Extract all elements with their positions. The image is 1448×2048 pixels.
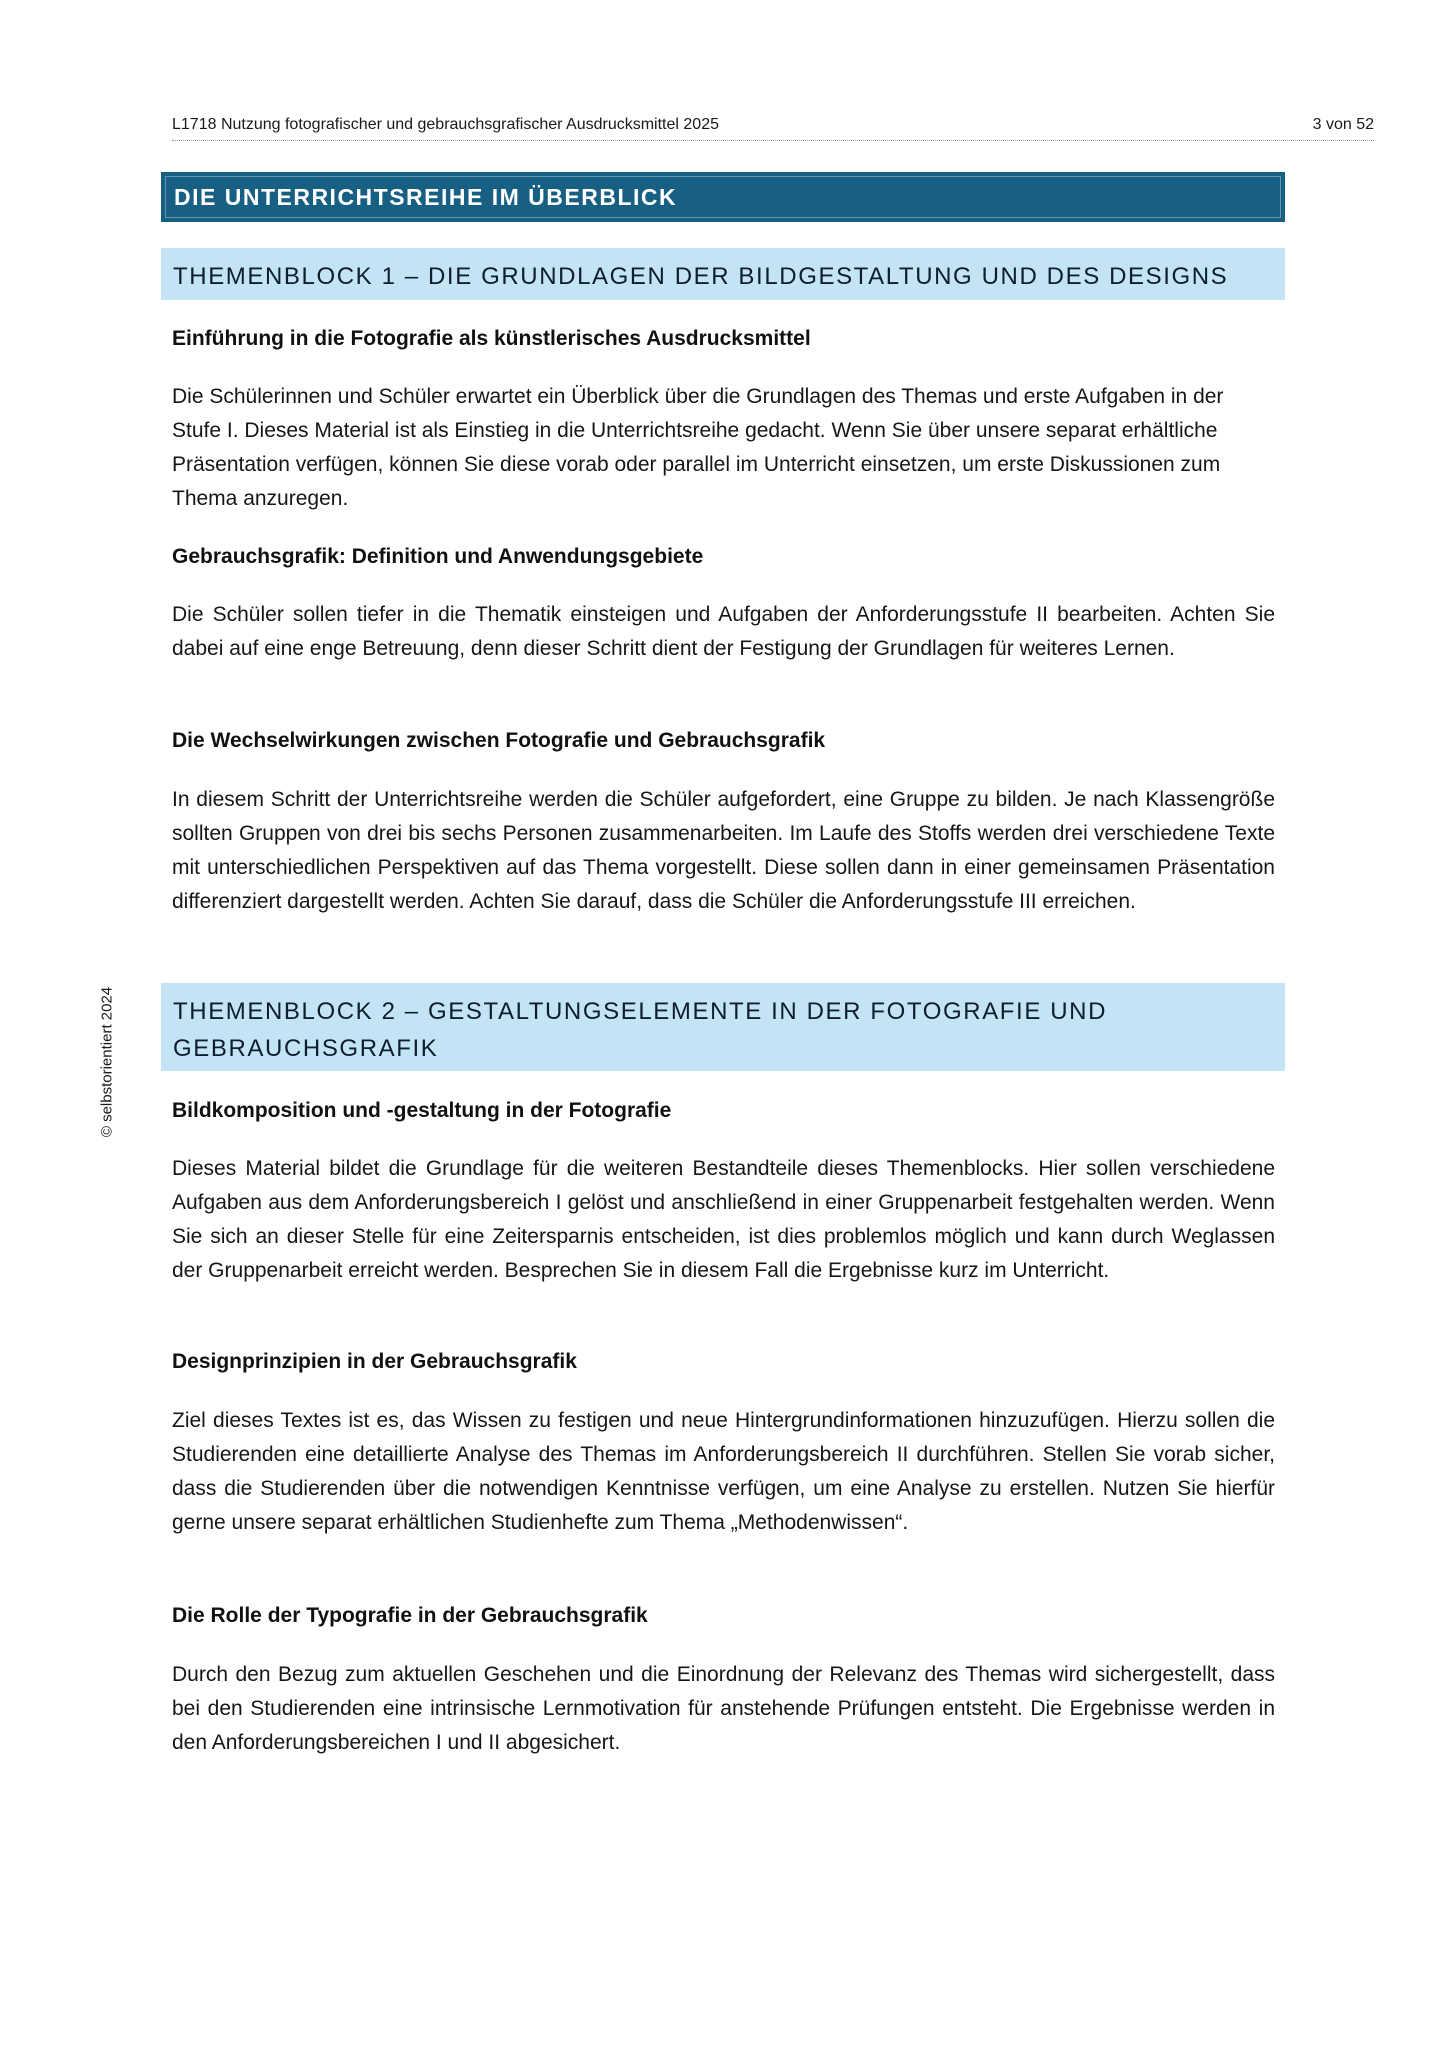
section-heading: Bildkomposition und -gestaltung in der Fotografie	[172, 1099, 672, 1122]
document-title: L1718 Nutzung fotografischer und gebrauchsgrafischer Ausdrucksmittel 2025	[172, 116, 719, 133]
section-heading: Einführung in die Fotografie als künstlerisches Ausdrucksmittel	[172, 327, 811, 350]
section-banner-title: DIE UNTERRICHTSREIHE IM ÜBERBLICK	[165, 176, 1281, 218]
section-paragraph: Durch den Bezug zum aktuellen Geschehen und die Einordnung der Relevanz des Themas wird sichergestellt, dass bei den Studierenden eine intrinsische Lernmotivation für anstehende Prüfungen entsteht. Die Ergebnisse werden in den Anforderungsbereichen I und II abgesichert.	[172, 1663, 1275, 1754]
section-banner	[161, 172, 1285, 222]
section-heading: Gebrauchsgrafik: Definition und Anwendungsgebiete	[172, 545, 704, 568]
themenblock-2-banner: THEMENBLOCK 2 – GESTALTUNGSELEMENTE IN DER FOTOGRAFIE UND GEBRAUCHSGRAFIK	[161, 983, 1285, 1071]
section-heading: Die Rolle der Typografie in der Gebrauchsgrafik	[172, 1604, 648, 1627]
section-heading: Designprinzipien in der Gebrauchsgrafik	[172, 1350, 577, 1373]
section-paragraph: Dieses Material bildet die Grundlage für die weiteren Bestandteile dieses Themenblocks. Hier sollen verschiedene Aufgaben aus dem Anforderungsbereich I gelöst und anschließend in einer Gruppenarbeit festgehalten werden. Wenn Sie sich an dieser Stelle für eine Zeitersparnis entscheiden, ist dies problemlos möglich und kann durch Weglassen der Gruppenarbeit erreicht werden. Besprechen Sie in diesem Fall die Ergebnisse kurz im Unterricht.	[172, 1157, 1275, 1282]
page-header	[172, 114, 1374, 141]
page-number: 3 von 52	[1312, 116, 1374, 133]
copyright-text: © selbstorientiert 2024	[98, 986, 116, 1138]
section-paragraph: Die Schülerinnen und Schüler erwartet ein Überblick über die Grundlagen des Themas und erste Aufgaben in der Stufe I. Dieses Material ist als Einstieg in die Unterrichtsreihe gedacht. Wenn Sie über unsere separat erhältliche Präsentation verfügen, können Sie diese vorab oder parallel im Unterricht einsetzen, um erste Diskussionen zum Thema anzuregen.	[172, 385, 1224, 510]
section-paragraph: Ziel dieses Textes ist es, das Wissen zu festigen und neue Hintergrundinformationen hinzuzufügen. Hierzu sollen die Studierenden eine detaillierte Analyse des Themas im Anforderungsbereich II durchführen. Stellen Sie vorab sicher, dass die Studierenden über die notwendigen Kenntnisse verfügen, um eine Analyse zu erstellen. Nutzen Sie hierfür gerne unsere separat erhältlichen Studienhefte zum Thema „Methodenwissen“.	[172, 1409, 1275, 1534]
section-heading: Die Wechselwirkungen zwischen Fotografie und Gebrauchsgrafik	[172, 729, 826, 752]
themenblock-1-banner: THEMENBLOCK 1 – DIE GRUNDLAGEN DER BILDGESTALTUNG UND DES DESIGNS	[161, 248, 1285, 300]
section-paragraph: In diesem Schritt der Unterrichtsreihe werden die Schüler aufgefordert, eine Gruppe zu bilden. Je nach Klassengröße sollten Gruppen von drei bis sechs Personen zusammenarbeiten. Im Laufe des Stoffs werden drei verschiedene Texte mit unterschiedlichen Perspektiven auf das Thema vorgestellt. Diese sollen dann in einer gemeinsamen Präsentation differenziert dargestellt werden. Achten Sie darauf, dass die Schüler die Anforderungsstufe III erreichen.	[172, 788, 1275, 913]
section-paragraph: Die Schüler sollen tiefer in die Thematik einsteigen und Aufgaben der Anforderungsstufe II bearbeiten. Achten Sie dabei auf eine enge Betreuung, denn dieser Schritt dient der Festigung der Grundlagen für weiteres Lernen.	[172, 603, 1275, 660]
